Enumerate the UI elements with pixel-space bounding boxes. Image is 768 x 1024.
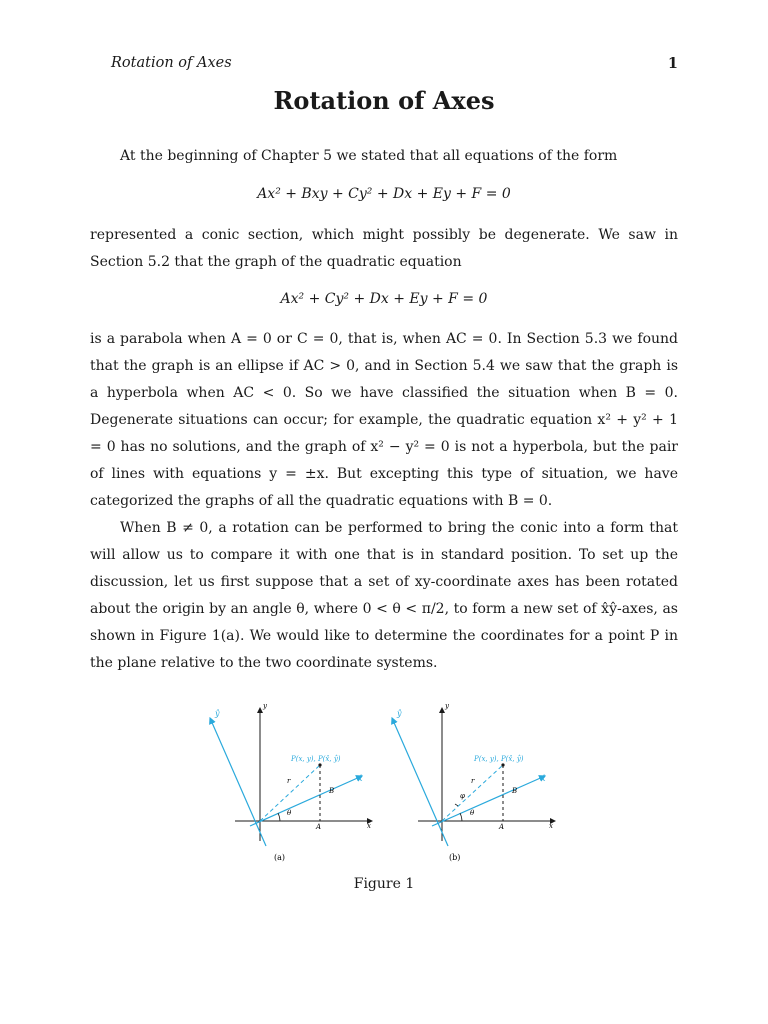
point-p [318,763,321,766]
yhat-axis [392,718,448,846]
running-header-title: Rotation of Axes [111,55,232,71]
label-xhat: x̂ [358,774,363,783]
label-yhat: ŷ [215,709,220,718]
figure-caption: Figure 1 [353,876,415,892]
point-p [501,763,504,766]
document-title: Rotation of Axes [273,86,495,115]
label-a: A [316,823,322,831]
yhat-axis [210,718,266,846]
label-x: x [549,822,553,830]
figure-1 [0,680,768,880]
paragraph-degenerate: represented a conic section, which might possibly be degenerate. We saw in Section 5.2 that the graph of the quadratic equation [90,227,678,270]
label-point: P(x, y), P(x̂, ŷ) [291,755,341,763]
panel-a-label: (a) [274,853,286,862]
xhat-axis [250,776,362,826]
label-theta: θ [287,809,292,817]
equation-no-xy-term: Ax² + Cy² + Dx + Ey + F = 0 [280,291,488,307]
figure-panel-b [392,702,555,862]
page-number: 1 [667,55,678,72]
figure-panel-a [210,702,372,862]
theta-arc [278,813,280,821]
label-x: x [367,822,371,830]
panel-b-label: (b) [449,853,461,862]
paragraph-rotation: When B ≠ 0, a rotation can be performed to bring the conic into a form that will allow us to compare it with one that is in standard position. To set up the discussion, let us first suppose that a set of xy-coordinate axes has been rotated about the origin by an angle θ, where 0 < θ < π/2, to form a new set of x̂ŷ-axes, as shown in Figure 1(a). We would like to determine the coordinates for a point P in the plane relative to the two coordinate systems. [90,520,678,671]
label-point: P(x, y), P(x̂, ŷ) [474,755,524,763]
paragraph-classification: is a parabola when A = 0 or C = 0, that is, when AC = 0. In Section 5.3 we found that the graph is an ellipse if AC > 0, and in Section 5.4 we saw that the graph is a hyperbola when AC < 0. So we have classified the situation when B = 0. Degenerate situations can occur; for example, the quadratic equation x² + y² + 1 = 0 has no solutions, and the graph of x² − y² = 0 is not a hyperbola, but the pair of lines with equations y = ±x. But excepting this type of situation, we have categorized the graphs of all the quadratic equations with B = 0. [90,331,678,509]
theta-arc [460,813,462,821]
label-phi: φ [460,792,465,800]
equation-general-conic: Ax² + Bxy + Cy² + Dx + Ey + F = 0 [257,186,511,202]
paragraph-intro: At the beginning of Chapter 5 we stated that all equations of the form [120,148,618,164]
label-b: B [329,787,335,795]
label-r: r [287,777,291,785]
label-xhat: x̂ [541,774,546,783]
label-b: B [512,787,518,795]
label-y: y [263,702,267,710]
phi-arc [455,804,458,806]
label-a: A [499,823,505,831]
label-theta: θ [470,809,475,817]
xhat-axis [432,776,545,826]
label-yhat: ŷ [397,709,402,718]
label-y: y [445,702,449,710]
label-r: r [471,777,475,785]
